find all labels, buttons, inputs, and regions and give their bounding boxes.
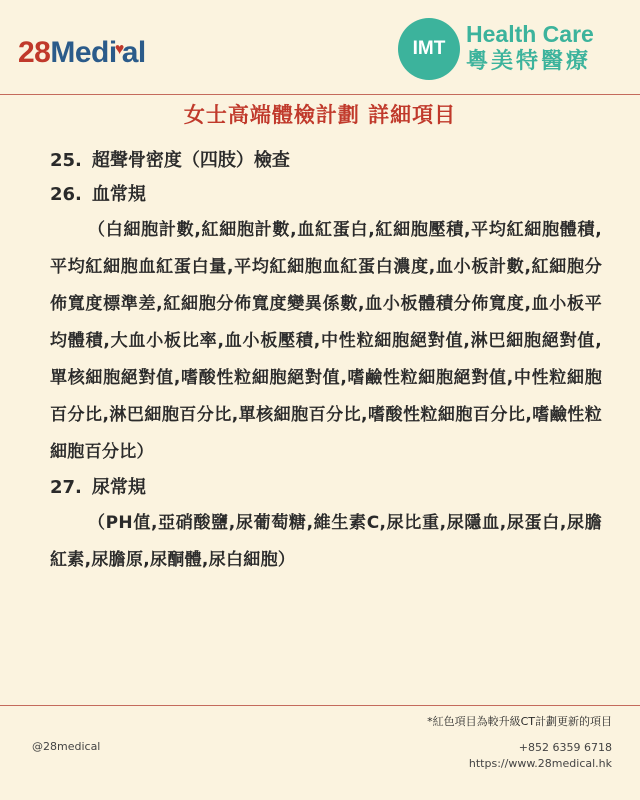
imt-logo-badge[interactable]: IMT: [398, 18, 460, 80]
imt-name-english: Health Care: [466, 21, 594, 47]
item-26-detail: （白細胞計數,紅細胞計數,血紅蛋白,紅細胞壓積,平均紅細胞體積,平均紅細胞血紅蛋白量,平均紅細胞血紅蛋白濃度,血小板計數,紅細胞分佈寬度標準差,紅細胞分佈寬度變異係數,血小板體積分佈寬度,血小板平均體積,大血小板比率,血小板壓積,中性粒細胞絕對值,淋巴細胞絕對值,單核細胞絕對值,嗜酸性粒細胞絕對值,嗜鹼性粒細胞絕對值,中性粒細胞百分比,淋巴細胞百分比,單核細胞百分比,嗜酸性粒細胞百分比,嗜鹼性粒細胞百分比）: [50, 220, 602, 462]
footer-divider: [0, 705, 640, 706]
item-number: 27.: [50, 477, 82, 498]
imt-name-chinese: 粵美特醫療: [466, 49, 592, 74]
heart-icon: ♥: [114, 41, 124, 58]
item-27-detail: （PH值,亞硝酸鹽,尿葡萄糖,維生素C,尿比重,尿隱血,尿蛋白,尿膽紅素,尿膽原,尿酮體,尿白細胞）: [50, 513, 602, 570]
list-item-25: [50, 144, 602, 178]
imt-brand-name: [466, 20, 594, 76]
phone-number[interactable]: +852 6359 6718: [518, 741, 612, 754]
brand-logo-number: 28: [18, 36, 51, 69]
footnote: *紅色項目為較升級CT計劃更新的項目: [427, 715, 612, 728]
contact-info: [469, 740, 612, 772]
brand-logo-28medical[interactable]: [18, 36, 146, 70]
item-number: 26.: [50, 184, 82, 205]
page-title: 女士高端體檢計劃 詳細項目: [183, 103, 457, 127]
header: [0, 0, 640, 92]
brand-logo-word-a: Medi: [50, 36, 117, 69]
item-label: 尿常規: [91, 477, 146, 498]
header-divider: [0, 94, 640, 95]
list-item-27: [50, 471, 602, 505]
item-label: 血常規: [91, 184, 146, 205]
website-link[interactable]: https://www.28medical.hk: [468, 757, 612, 770]
content-list: [50, 144, 602, 579]
item-label: 超聲骨密度（四肢）檢查: [91, 150, 290, 171]
social-handle[interactable]: @28medical: [32, 740, 101, 753]
list-item-26: [50, 178, 602, 212]
item-number: 25.: [50, 150, 82, 171]
brand-logo-word-b: al: [121, 36, 146, 69]
